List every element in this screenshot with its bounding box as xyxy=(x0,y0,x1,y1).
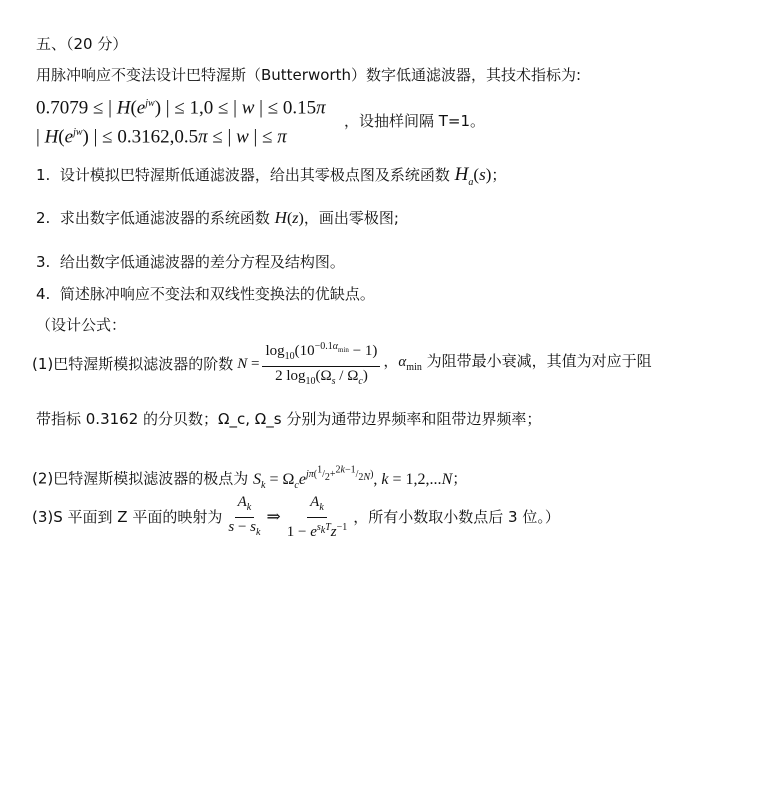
formula-3: (3)S 平面到 Z 平面的映射为 $\frac{A_k}{s - s_k}$ ⇒ $\frac{A_k}{1 - e^{s_kT}z^{-1}}$ ，所有小数取小数点后 3 位。） xyxy=(32,493,560,540)
formulas-intro: （设计公式： xyxy=(36,316,127,334)
formula-3-lhs: $\frac{A_k}{s - s_k}$ xyxy=(228,493,261,538)
spec-stop-band: | $H(e^{jw})$ | ≤ 0.3162,0.5π ≤ | w | ≤ π xyxy=(36,126,287,148)
list-item: 3. 给出数字低通滤波器的差分方程及结构图。 xyxy=(36,253,345,271)
formula-3-rhs: $\frac{A_k}{1 - e^{s_kT}z^{-1}}$ xyxy=(286,493,348,540)
spec-pass-band: 0.7079 ≤ | $H(e^{jw})$ | ≤ 1,0 ≤ | w | ≤ 0.15π xyxy=(36,97,326,119)
formula-1-fraction: $\frac{\log_{10}(10^{-0.1\alpha_{min}} - 1)}{2 \log_{10}(\Omega_s / \Omega_c)}$ xyxy=(262,338,380,390)
formula-1: (1)巴特渥斯模拟滤波器的阶数 N = $\frac{\log_{10}(10^{-0.1\alpha_{min}} - 1)}{2 \log_{10}(\Omega_s / \Omega_c)}$ ，$\alpha_{min}$ 为阻带最小衰减，其值为对应于阻 xyxy=(32,343,652,385)
question-intro: 用脉冲响应不变法设计巴特渥斯（Butterworth）数字低通滤波器，其技术指标为: xyxy=(36,66,582,84)
spec-sampling: ，设抽样间隔 T=1。 xyxy=(344,112,486,130)
list-item: 4. 简述脉冲响应不变法和双线性变换法的优缺点。 xyxy=(36,285,375,303)
list-item: 1. 设计模拟巴特渥斯低通滤波器，给出其零极点图及系统函数 $H_a(s)$； xyxy=(36,164,507,188)
formula-2: (2)巴特渥斯模拟滤波器的极点为 $S_k = \Omega_ce^{j\pi(^1/_2+^{2k-1}/_{2N})}$, k = 1,2,...N； xyxy=(32,465,468,491)
question-heading: 五、（20 分） xyxy=(36,35,128,53)
formula-1-continuation: 带指标 0.3162 的分贝数；Ω_c, Ω_s 分别为通带边界频率和阻带边界频率； xyxy=(36,410,542,428)
list-item: 2. 求出数字低通滤波器的系统函数 H(z)，画出零极图; xyxy=(36,208,399,227)
